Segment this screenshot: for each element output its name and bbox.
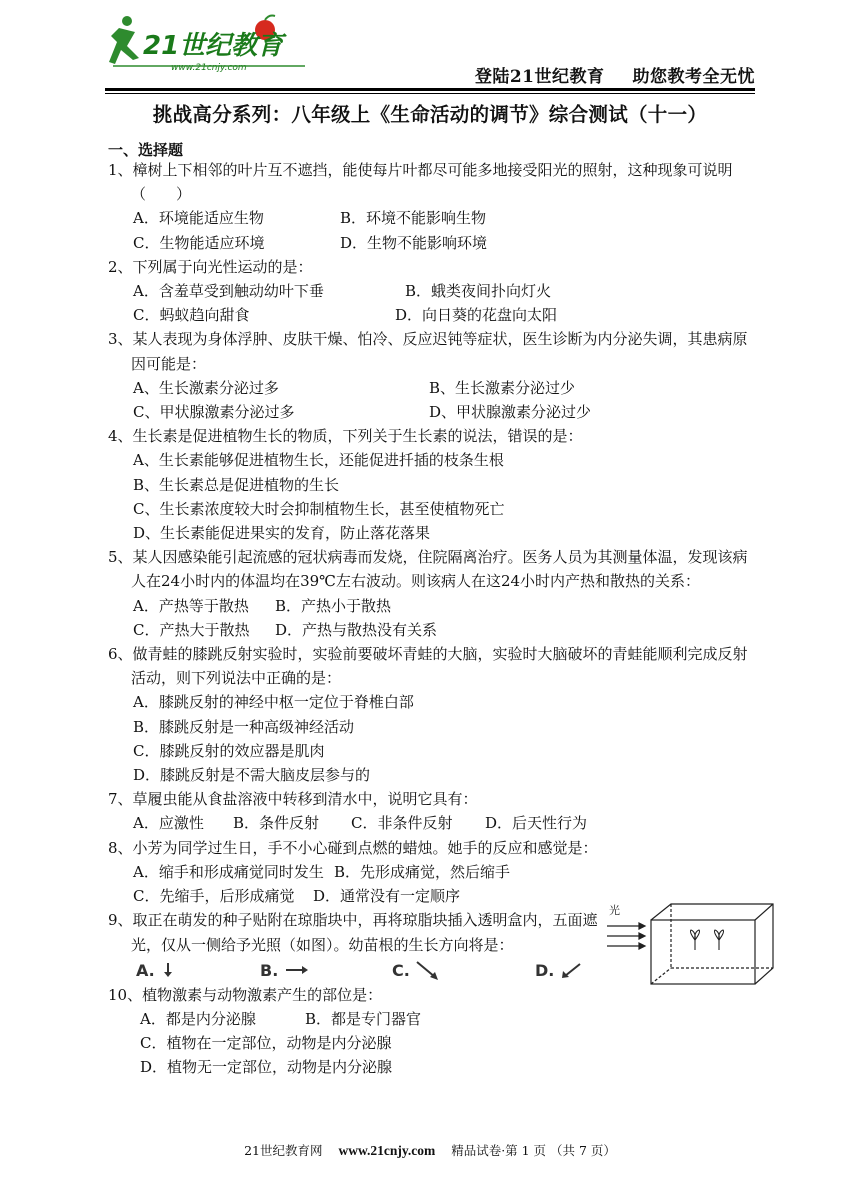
option-b: B．先形成痛觉，然后缩手 (334, 862, 511, 881)
question-stem: 1、樟树上下相邻的叶片互不遮挡，能使每片叶都尽可能多地接受阳光的照射，这种现象可说明（ ） (108, 161, 733, 204)
option-d: D．膝跳反射是不需大脑皮层参与的 (133, 766, 371, 785)
option-a: A．都是内分泌腺 (140, 1009, 256, 1028)
option-c: C．生物能适应环境 (133, 233, 265, 252)
question-stem: 2、下列属于向光性运动的是： (108, 257, 313, 276)
option-d: D．生物不能影响环境 (340, 233, 488, 252)
question-stem: 6、做青蛙的膝跳反射实验时，实验前要破坏青蛙的大脑，实验时大脑破坏的青蛙能顺利完成反射活动，则下列说法中正确的是： (108, 645, 748, 688)
question-6 (108, 642, 758, 787)
seedling-box-figure (605, 898, 775, 988)
question-stem: 7、草履虫能从食盐溶液中转移到清水中，说明它具有： (108, 790, 478, 809)
option-c: C．先缩手，后形成痛觉 (133, 887, 295, 906)
option-b: B. (260, 959, 310, 983)
option-b: B．条件反射 (233, 814, 320, 833)
question-4 (108, 424, 758, 545)
question-stem: 8、小芳为同学过生日，手不小心碰到点燃的蜡烛。她手的反应和感觉是： (108, 838, 598, 857)
option-a: A．膝跳反射的神经中枢一定位于脊椎白部 (133, 693, 414, 712)
footer-site: www.21cnjy.com (338, 1143, 436, 1158)
slogan: 登陆21世纪教育 助您教考全无忧 (474, 67, 755, 87)
option-b: B、生长素总是促进植物的生长 (133, 475, 340, 494)
option-a: A. (136, 959, 176, 983)
header-rule-thin (105, 93, 755, 94)
transparent-box-icon (651, 904, 773, 984)
option-a: A．缩手和形成痛觉同时发生 (133, 862, 324, 881)
arrow-right-icon (284, 963, 310, 977)
arrow-down-icon (160, 961, 176, 979)
seedling-icon (691, 930, 724, 950)
question-2 (108, 255, 758, 328)
page-footer (0, 1141, 860, 1159)
page-title: 挑战高分系列：八年级上《生命活动的调节》综合测试（十一） (152, 103, 708, 126)
option-a: A、生长素能够促进植物生长，还能促进扦插的枝条生根 (133, 451, 504, 470)
question-5 (108, 545, 758, 642)
option-a: A．产热等于散热 (133, 596, 249, 615)
option-a: A、生长激素分泌过多 (133, 378, 279, 397)
section-heading: 一、选择题 (108, 141, 184, 159)
question-10 (108, 983, 758, 1080)
option-c: C．蚂蚁趋向甜食 (133, 306, 250, 325)
footer-page-info: 精品试卷·第 1 页 （共 7 页） (451, 1143, 616, 1158)
option-d: D. (535, 959, 582, 983)
option-c: C．膝跳反射的效应器是肌肉 (133, 741, 325, 760)
question-stem: 3、某人表现为身体浮肿、皮肤干燥、怕冷、反应迟钝等症状，医生诊断为内分泌失调，其患病原因可能是： (108, 330, 748, 373)
option-a: A．应激性 (133, 814, 204, 833)
footer-left: 21世纪教育网 (244, 1143, 323, 1158)
option-c: C．产热大于散热 (133, 620, 250, 639)
option-b: B．环境不能影响生物 (340, 209, 487, 228)
option-d: D、甲状腺激素分泌过少 (429, 403, 592, 422)
question-stem: 10、植物激素与动物激素产生的部位是： (108, 985, 383, 1004)
light-arrows-icon (607, 923, 645, 949)
arrow-down-right-icon (415, 960, 441, 982)
option-d: D．植物无一定部位，动物是内分泌腺 (140, 1058, 393, 1077)
option-b: B．产热小于散热 (275, 596, 392, 615)
logo-text: 21世纪教育 (143, 31, 284, 61)
option-c: C、生长素浓度较大时会抑制植物生长，甚至使植物死亡 (133, 499, 505, 518)
question-stem: 9、取正在萌发的种子贴附在琼脂块中，再将琼脂块插入透明盒内，五面遮光，仅从一侧给予光照（如图）。幼苗根的生长方向将是： (108, 911, 598, 954)
option-c: C．植物在一定部位，动物是内分泌腺 (140, 1034, 392, 1053)
option-a: A．含羞草受到触动幼叶下垂 (133, 282, 324, 301)
option-c: C、甲状腺激素分泌过多 (133, 403, 295, 422)
logo (105, 12, 325, 78)
logo-url: www.21cnjy.com (171, 63, 247, 73)
question-7 (108, 787, 758, 835)
option-a: A．环境能适应生物 (133, 209, 264, 228)
option-b: B．蛾类夜间扑向灯火 (405, 282, 552, 301)
option-b: B．都是专门器官 (305, 1009, 422, 1028)
option-d: D．向日葵的花盘向太阳 (395, 306, 558, 325)
option-b: B．膝跳反射是一种高级神经活动 (133, 717, 355, 736)
option-c: C．非条件反射 (351, 814, 453, 833)
question-3 (108, 327, 758, 424)
option-d: D．产热与散热没有关系 (275, 620, 438, 639)
question-1 (108, 158, 758, 255)
question-stem: 4、生长素是促进植物生长的物质，下列关于生长素的说法，错误的是： (108, 427, 583, 446)
option-d: D、生长素能促进果实的发育，防止落花落果 (133, 524, 431, 543)
running-figure-icon (109, 16, 139, 64)
light-label: 光 (609, 904, 620, 917)
option-d: D．后天性行为 (485, 814, 588, 833)
option-b: B、生长激素分泌过少 (429, 378, 576, 397)
arrow-down-left-icon (560, 962, 582, 980)
page-header (105, 10, 755, 87)
header-rule (105, 88, 755, 91)
question-stem: 5、某人因感染能引起流感的冠状病毒而发烧，住院隔离治疗。医务人员为其测量体温，发现该病人在24小时内的体温均在39℃左右波动。则该病人在这24小时内产热和散热的关系： (108, 548, 748, 591)
option-d: D．通常没有一定顺序 (313, 887, 461, 906)
option-c: C. (392, 959, 441, 983)
